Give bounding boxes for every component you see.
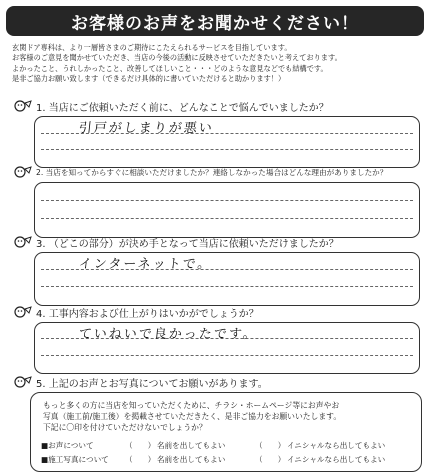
speech-face-icon bbox=[14, 305, 32, 319]
survey-title-bar bbox=[6, 6, 424, 36]
photo-permission-box bbox=[30, 392, 422, 472]
answer-box-4[interactable] bbox=[34, 322, 420, 374]
intro-line: お客様のご意見を聞かせていただき、当店の今後の活動に反映させていただきたいと考えております。 bbox=[12, 53, 342, 63]
answer-1-text: 引戸がしまりが悪い bbox=[78, 121, 215, 136]
photo-initial-ok-label: イニシャルなら出してもよい bbox=[287, 455, 386, 464]
question-1-label: 1. 当店にご依頼いただく前に、どんなことで悩んでいましたか？ bbox=[36, 102, 329, 114]
intro-line: よかったこと、うれしかったこと、改善してほしいこと・・・どのような意見などでも結構です。 bbox=[12, 63, 328, 73]
voice-permission-label: ■お声について bbox=[41, 441, 94, 450]
photo-initial-ok-checkbox[interactable]: （ ） bbox=[255, 455, 286, 464]
voice-name-ok-checkbox[interactable]: （ ） bbox=[125, 441, 156, 450]
voice-initial-ok-label: イニシャルなら出してもよい bbox=[287, 441, 386, 450]
speech-face-icon bbox=[14, 375, 32, 389]
question-3-label: 3. （どこの部分）が決め手となって当店に依頼いただけましたか？ bbox=[36, 238, 339, 250]
intro-line: 是非ご協力お願い致します（できるだけ具体的に書いていただけると助かります！） bbox=[12, 73, 286, 83]
photo-permission-row bbox=[41, 454, 385, 465]
photo-name-ok-label: 名前を出してもよい bbox=[157, 455, 226, 464]
photo-name-ok-checkbox[interactable]: （ ） bbox=[125, 455, 156, 464]
speech-face-icon bbox=[14, 165, 32, 179]
permission-line: もっと多くの方に当店を知っていただくために、チラシ・ホームページ等にお声やお bbox=[43, 401, 340, 410]
intro-text bbox=[12, 43, 422, 84]
photo-permission-label: ■施工写真について bbox=[41, 455, 109, 464]
question-2 bbox=[14, 164, 420, 238]
question-3 bbox=[14, 234, 420, 306]
answer-box-2[interactable] bbox=[34, 182, 420, 238]
voice-initial-ok-checkbox[interactable]: （ ） bbox=[255, 441, 286, 450]
answer-3-text: インターネットで。 bbox=[78, 257, 214, 272]
speech-face-icon bbox=[14, 235, 32, 249]
answer-box-1[interactable] bbox=[34, 116, 420, 168]
survey-title: お客様のお声をお聞かせください！ bbox=[71, 13, 359, 34]
answer-box-3[interactable] bbox=[34, 252, 420, 306]
answer-4-text: ていねいで良かったです。 bbox=[78, 327, 259, 342]
question-4 bbox=[14, 304, 420, 374]
permission-text bbox=[43, 400, 341, 433]
intro-line: 玄関ドア専科は、より一層皆さまのご期待にこたえられるサービスを目指しています。 bbox=[12, 43, 292, 52]
question-2-label: 2. 当店を知ってからすぐに相談いただけましたか？連絡しなかった場合はどんな理由がありましたか？ bbox=[36, 167, 388, 177]
question-1 bbox=[14, 98, 420, 168]
permission-line: 下記に〇印を付けていただけないでしょうか？ bbox=[43, 423, 207, 432]
permission-line: 写真（施工前/施工後）を掲載させていただきたく、是非ご協力をお願いいたします。 bbox=[43, 412, 342, 421]
voice-name-ok-label: 名前を出してもよい bbox=[157, 441, 226, 450]
question-5-label: 5. 上記のお声とお写真についてお願いがあります。 bbox=[36, 378, 268, 390]
voice-permission-row bbox=[41, 440, 385, 451]
question-4-label: 4. 工事内容および仕上がりはいかがでしょうか？ bbox=[36, 308, 259, 320]
question-5 bbox=[14, 374, 420, 390]
speech-face-icon bbox=[14, 99, 32, 113]
